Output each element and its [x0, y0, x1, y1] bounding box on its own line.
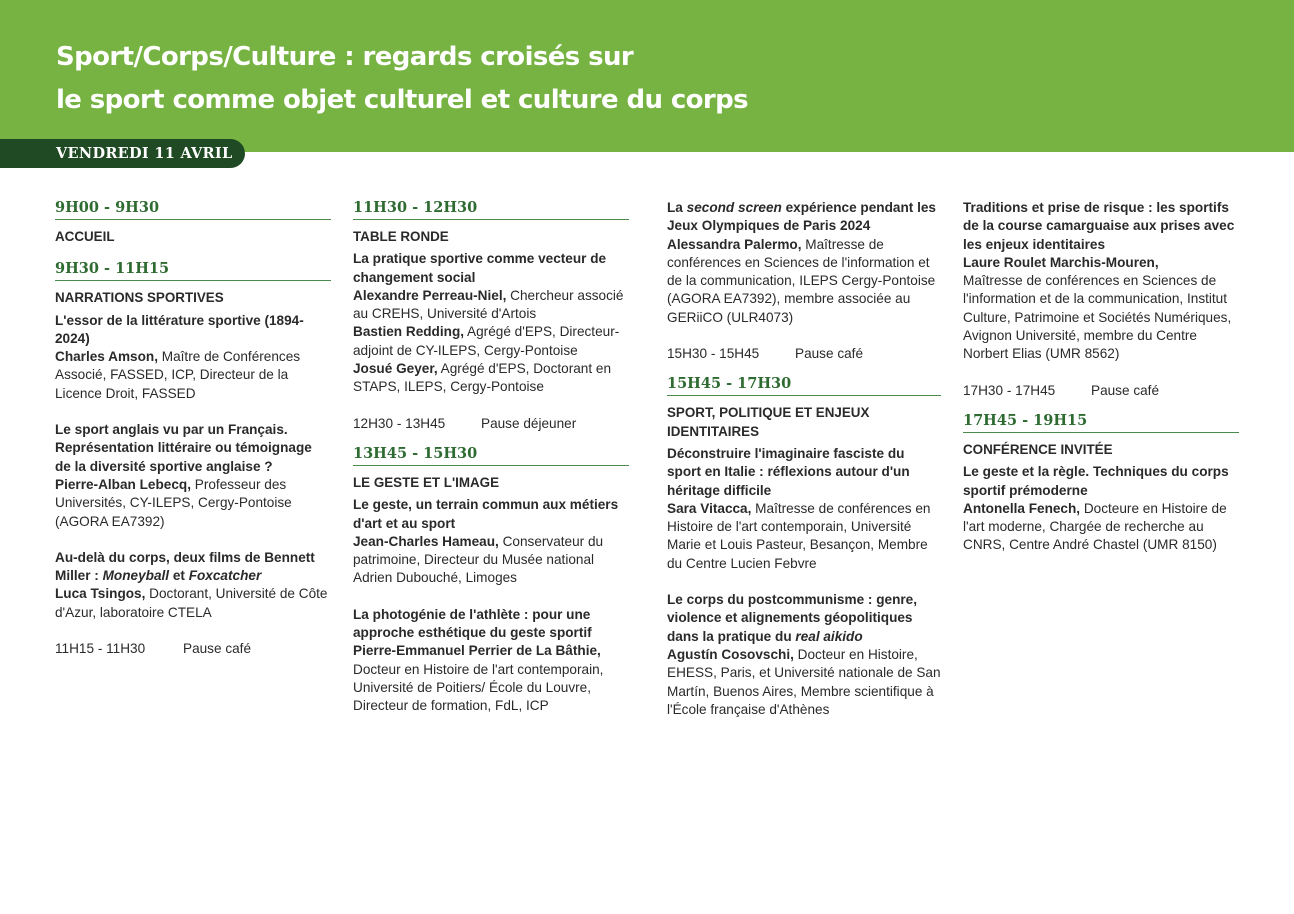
- break-time: 15H30 - 15H45: [667, 346, 760, 362]
- speaker-affiliation: Maîtresse de conférences en Sciences de l'information et de la communication, ILEPS Cergy-Pontoise (AGORA EA7392), membre associée au GERiiCO (ULR4073): [667, 236, 936, 325]
- talk-entry: [353, 606, 629, 716]
- session-title: ACCUEIL: [55, 229, 115, 244]
- session-title: LE GESTE ET L'IMAGE: [353, 474, 500, 490]
- schedule-column-3: [667, 199, 941, 737]
- session-title: NARRATIONS SPORTIVES: [55, 290, 224, 306]
- speaker-affiliation: Agrégé d'EPS, Doctorant en STAPS, ILEPS, Cergy-Pontoise: [353, 361, 612, 395]
- talk-title-part: Moneyball: [102, 568, 170, 584]
- speaker-name: Pierre-Emmanuel Perrier de La Bâthie,: [353, 643, 601, 659]
- talk-title-part: second screen: [686, 200, 782, 215]
- break-entry: [963, 382, 1239, 400]
- talk-entry: [667, 199, 941, 327]
- speaker-name: Jean-Charles Hameau,: [353, 533, 499, 549]
- title-line-1: Sport/Corps/Culture : regards croisés sur: [56, 42, 634, 72]
- break-label: Pause déjeuner: [481, 415, 577, 431]
- break-entry: [353, 415, 629, 433]
- talk-entry: [55, 312, 331, 403]
- speaker-name: Charles Amson,: [55, 349, 158, 365]
- time-slot: 9H30 - 11H15: [55, 260, 331, 281]
- speaker-name: Bastien Redding,: [353, 324, 465, 340]
- speaker-affiliation: Maîtresse de conférences en Sciences de l'information et de la communication, Institut Culture, Patrimoine et Sociétés Numériques, Avignon Université, membre du Centre Norbert Elias (UMR 8562): [963, 273, 1232, 362]
- talk-entry: [667, 591, 941, 719]
- talk-title-part: real aikido: [795, 628, 863, 644]
- session-title: SPORT, POLITIQUE ET ENJEUX IDENTITAIRES: [667, 405, 870, 439]
- speaker-name: Agustín Cosovschi,: [667, 646, 794, 662]
- talk-entry: [963, 463, 1239, 554]
- speaker-affiliation: Maîtresse de conférences en Histoire de l'art contemporain, Université Marie et Louis Pasteur, Besançon, Membre du Centre Lucien Febvre: [667, 500, 931, 571]
- speaker-name: Sara Vitacca,: [667, 500, 752, 516]
- speaker-affiliation: Professeur des Universités, CY-ILEPS, Cergy-Pontoise (AGORA EA7392): [55, 476, 292, 529]
- speaker-affiliation: Doctorant, Université de Côte d'Azur, laboratoire CTELA: [55, 586, 328, 620]
- schedule-column-1: [55, 199, 331, 670]
- speaker-name: Alexandre Perreau-Niel,: [353, 287, 507, 303]
- speaker-affiliation: Docteur en Histoire de l'art contemporain, Université de Poitiers/ École du Louvre, Directeur de formation, FdL, ICP: [353, 661, 604, 714]
- talk-title: Déconstruire l'imaginaire fasciste du sport en Italie : réflexions autour d'un héritage difficile: [667, 445, 910, 498]
- talk-title: Traditions et prise de risque : les sportifs de la course camarguaise aux prises avec les enjeux identitaires: [963, 200, 1235, 252]
- speaker-name: Josué Geyer,: [353, 361, 438, 377]
- time-slot: 13H45 - 15H30: [353, 445, 629, 466]
- talk-entry: [353, 496, 629, 587]
- talk-title: L'essor de la littérature sportive (1894-2024): [55, 312, 304, 346]
- schedule-column-4: [963, 199, 1239, 573]
- talk-title-part: et: [169, 568, 189, 584]
- time-slot: 15H45 - 17H30: [667, 375, 941, 396]
- schedule-column-2: [353, 199, 629, 734]
- speaker-name: Laure Roulet Marchis-Mouren,: [963, 254, 1159, 270]
- talk-title-part: Au-delà du corps, deux films de Bennett Miller :: [55, 549, 315, 584]
- title-line-2: le sport comme objet culturel et culture du corps: [56, 85, 749, 115]
- break-time: 12H30 - 13H45: [353, 415, 446, 431]
- speaker-affiliation: Docteur en Histoire, EHESS, Paris, et Université nationale de San Martín, Buenos Aires, Membre scientifique à l'École française d'Athènes: [667, 646, 941, 717]
- talk-title: La photogénie de l'athlète : pour une approche esthétique du geste sportif: [353, 606, 592, 641]
- time-slot: 9H00 - 9H30: [55, 199, 331, 220]
- break-time: 17H30 - 17H45: [963, 382, 1056, 398]
- talk-title-part: Le corps du postcommunisme : genre, violence et alignements géopolitiques dans la pratique du: [667, 592, 918, 644]
- page-title: [56, 36, 748, 122]
- talk-title: Le geste et la règle. Techniques du corps sportif prémoderne: [963, 464, 1229, 498]
- session-title: CONFÉRENCE INVITÉE: [963, 441, 1113, 457]
- talk-title: La pratique sportive comme vecteur de changement social: [353, 251, 607, 285]
- time-slot: 17H45 - 19H15: [963, 412, 1239, 433]
- break-time: 11H15 - 11H30: [55, 641, 146, 657]
- session-title: TABLE RONDE: [353, 229, 449, 244]
- speaker-name: Alessandra Palermo,: [667, 236, 802, 252]
- talk-title-part: La: [667, 200, 687, 215]
- break-label: Pause café: [795, 346, 864, 362]
- talk-title: [55, 549, 331, 586]
- speaker-name: Pierre-Alban Lebecq,: [55, 476, 191, 492]
- talk-title: Le sport anglais vu par un Français. Représentation littéraire ou témoignage de la diversité sportive anglaise ?: [55, 422, 312, 474]
- speaker-name: Luca Tsingos,: [55, 586, 146, 602]
- speaker-affiliation: Maître de Conférences Associé, FASSED, ICP, Directeur de la Licence Droit, FASSED: [55, 349, 301, 401]
- talk-title-part: expérience pendant les Jeux Olympiques de Paris 2024: [667, 200, 936, 234]
- talk-entry: [353, 250, 629, 396]
- time-slot: 11H30 - 12H30: [353, 199, 629, 220]
- speaker-affiliation: Chercheur associé au CREHS, Université d'Artois: [353, 287, 624, 322]
- talk-entry: [55, 549, 331, 622]
- speaker-affiliation: Docteure en Histoire de l'art moderne, Chargée de recherche au CNRS, Centre André Chastel (UMR 8150): [963, 500, 1227, 553]
- talk-title-part: Foxcatcher: [188, 568, 262, 584]
- talk-title: [667, 591, 941, 646]
- talk-title: [667, 199, 941, 236]
- speaker-affiliation: Conservateur du patrimoine, Directeur du Musée national Adrien Dubouché, Limoges: [353, 533, 604, 586]
- break-label: Pause café: [183, 641, 252, 657]
- break-label: Pause café: [1091, 382, 1160, 398]
- break-entry: [55, 640, 331, 658]
- speaker-affiliation: Agrégé d'EPS, Directeur-adjoint de CY-ILEPS, Cergy-Pontoise: [353, 324, 620, 358]
- talk-entry: [963, 199, 1239, 364]
- day-label: VENDREDI 11 AVRIL: [0, 139, 245, 168]
- break-entry: [667, 345, 941, 363]
- talk-entry: [55, 421, 331, 531]
- speaker-name: Antonella Fenech,: [963, 500, 1081, 516]
- talk-entry: [667, 445, 941, 573]
- talk-title: Le geste, un terrain commun aux métiers d'art et au sport: [353, 497, 619, 531]
